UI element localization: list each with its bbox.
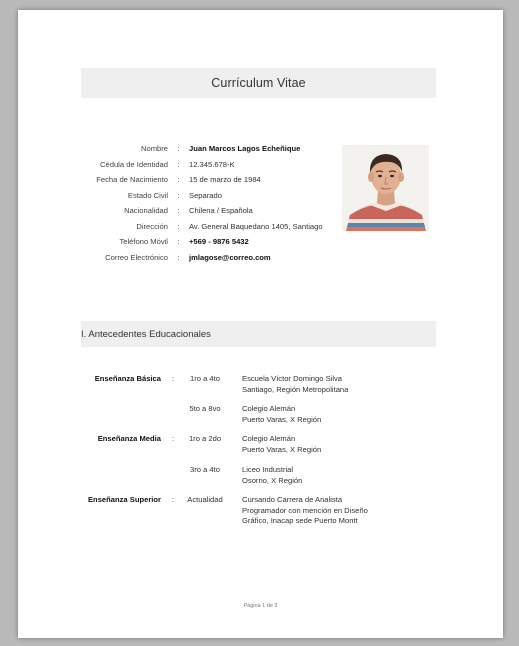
school-line: Puerto Varas, X Región [242, 414, 322, 424]
school-line: Gráfico, Inacap sede Puerto Montt [242, 516, 358, 525]
personal-info-row [81, 172, 351, 188]
school-line: Puerto Varas, X Región [242, 444, 322, 454]
personal-info-row [81, 203, 351, 219]
field-label: Teléfono Móvil [119, 237, 168, 247]
field-label: Cédula de Identidad [100, 159, 168, 169]
phone-value: +569 - 9876 5432 [189, 237, 249, 247]
title-band [81, 68, 436, 98]
school-line: Santiago, Región Metropolitana [242, 384, 349, 394]
profile-photo-image [342, 145, 429, 231]
education-level: Enseñanza Media [97, 434, 161, 443]
education-years: 5to a 8vo [189, 404, 221, 413]
field-separator: : [177, 144, 180, 154]
school-line: Colegio Alemán [242, 404, 296, 413]
field-separator: : [171, 374, 175, 383]
nationality-value: Chilena / Española [189, 206, 253, 216]
education-section-header [81, 321, 436, 347]
education-years: Actualidad [187, 495, 223, 504]
field-separator: : [177, 206, 180, 216]
education-school [242, 374, 441, 395]
field-label: Nombre [140, 144, 168, 154]
personal-info-row [81, 141, 351, 157]
school-line: Cursando Carrera de Analista [242, 495, 343, 504]
personal-info-row [81, 157, 351, 173]
field-label: Correo Electrónico [105, 252, 168, 262]
education-entry [81, 434, 441, 455]
address-value: Av. General Baquedano 1405, Santiago [189, 221, 323, 231]
personal-info-row [81, 234, 351, 250]
field-separator: : [177, 190, 180, 200]
marital-status-value: Separado [189, 190, 222, 200]
document-page [18, 10, 503, 638]
personal-info-row [81, 188, 351, 204]
education-entry [81, 465, 441, 486]
field-separator: : [177, 175, 180, 185]
name-value: Juan Marcos Lagos Echeñique [189, 144, 301, 154]
field-separator: : [171, 495, 175, 504]
profile-photo [342, 145, 429, 231]
education-level: Enseñanza Superior [87, 495, 161, 504]
education-school [242, 495, 441, 527]
school-line: Colegio Alemán [242, 434, 296, 443]
field-label: Fecha de Nacimiento [96, 175, 168, 185]
field-label: Estado Civil [127, 190, 168, 200]
field-label: Nacionalidad [124, 206, 168, 216]
field-separator: : [177, 252, 180, 262]
document-title: Currículum Vitae [211, 76, 306, 90]
personal-info-row [81, 219, 351, 235]
education-years: 1ro a 4to [190, 374, 220, 383]
school-line: Escuela Víctor Domingo Silva [242, 374, 343, 383]
id-number-value: 12.345.678-K [189, 159, 235, 169]
education-level: Enseñanza Básica [94, 374, 161, 383]
field-separator: : [177, 237, 180, 247]
field-label: Dirección [136, 221, 168, 231]
education-years: 3ro a 4to [190, 465, 220, 474]
education-entry [81, 404, 441, 425]
personal-info-row [81, 250, 351, 266]
education-school [242, 404, 441, 425]
field-separator: : [177, 221, 180, 231]
school-line: Osorno, X Región [242, 475, 303, 485]
personal-info-list [81, 141, 351, 265]
education-school [242, 434, 441, 455]
education-school [242, 465, 441, 486]
education-section-title: I. Antecedentes Educacionales [81, 328, 211, 340]
page-number-footer: Página 1 de 3 [243, 603, 278, 609]
birthdate-value: 15 de marzo de 1984 [189, 175, 261, 185]
field-separator: : [171, 434, 175, 443]
school-line: Programador con mención en Diseño [242, 505, 368, 515]
education-years: 1ro a 2do [188, 434, 222, 443]
education-entry [81, 495, 441, 527]
education-entry [81, 374, 441, 395]
email-value: jmlagose@correo.com [189, 252, 271, 262]
school-line: Liceo Industrial [242, 465, 294, 474]
field-separator: : [177, 159, 180, 169]
